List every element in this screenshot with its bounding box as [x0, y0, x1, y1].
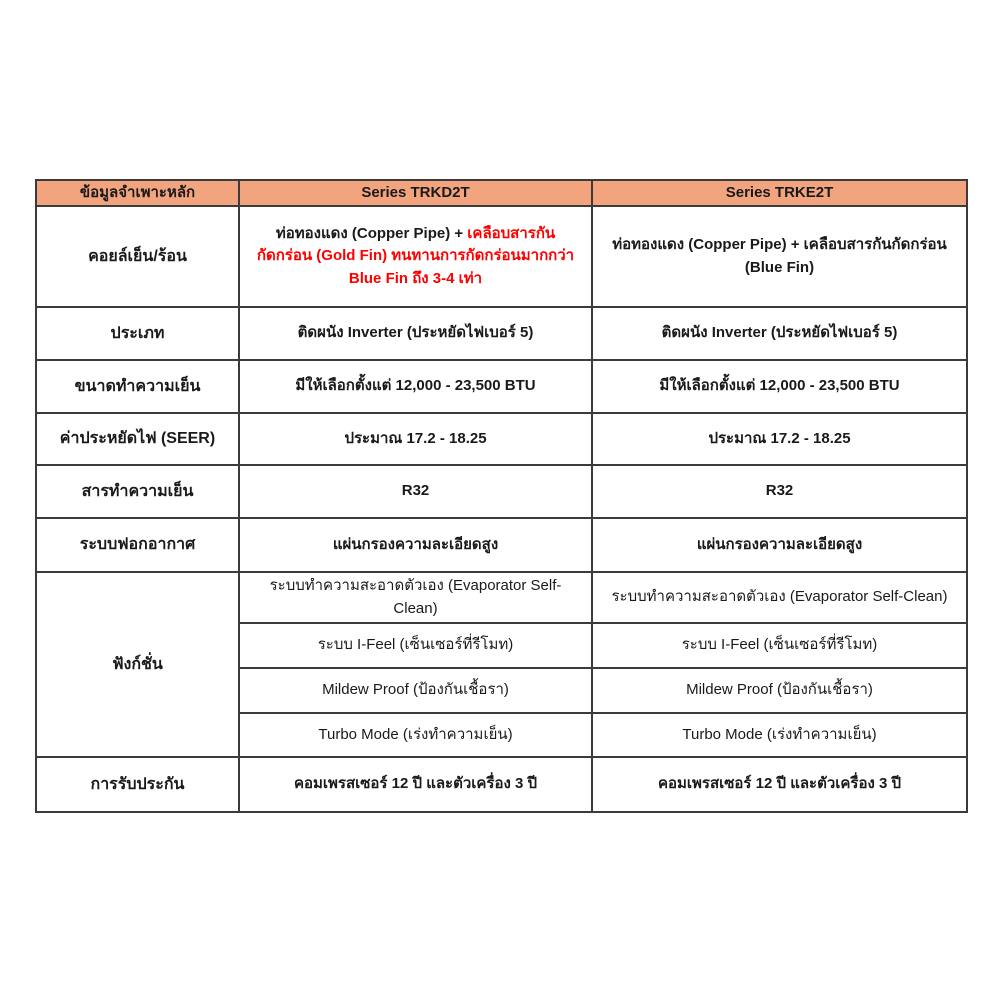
trke2t-function-mildew-proof-value: Mildew Proof (ป้องกันเชื้อรา)	[592, 668, 967, 713]
trkd2t-air-purification-value: แผ่นกรองความละเอียดสูง	[239, 518, 592, 572]
trkd2t-function-i-feel-value: ระบบ I-Feel (เซ็นเซอร์ที่รีโมท)	[239, 623, 592, 668]
cooling-coil-plain-text: ท่อทองแดง (Copper Pipe) +	[275, 224, 468, 242]
row-label-cooling-capacity: ขนาดทำความเย็น	[36, 360, 239, 413]
trkd2t-seer-value: ประมาณ 17.2 - 18.25	[239, 413, 592, 465]
table-header-row	[36, 180, 967, 206]
table-row-refrigerant	[36, 465, 967, 518]
row-label-seer: ค่าประหยัดไฟ (SEER)	[36, 413, 239, 465]
trke2t-warranty-value: คอมเพรสเซอร์ 12 ปี และตัวเครื่อง 3 ปี	[592, 757, 967, 812]
trke2t-function-i-feel-value: ระบบ I-Feel (เซ็นเซอร์ที่รีโมท)	[592, 623, 967, 668]
table-row-warranty	[36, 757, 967, 812]
row-label-functions: ฟังก์ชั่น	[36, 572, 239, 757]
trke2t-type-value: ติดผนัง Inverter (ประหยัดไฟเบอร์ 5)	[592, 307, 967, 360]
row-label-air-purification: ระบบฟอกอากาศ	[36, 518, 239, 572]
cooling-coil-highlight-text: เคลือบสารกันกัดกร่อน (Gold Fin) ทนทานการกัดกร่อนมากกว่า Blue Fin ถึง 3-4 เท่า	[256, 224, 575, 287]
row-label-cooling-coil: คอยล์เย็น/ร้อน	[36, 206, 239, 307]
trkd2t-function-self-clean-value: ระบบทำความสะอาดตัวเอง (Evaporator Self-Clean)	[239, 572, 592, 623]
trke2t-refrigerant-value: R32	[592, 465, 967, 518]
table-row-air-purification	[36, 518, 967, 572]
trke2t-function-self-clean-value: ระบบทำความสะอาดตัวเอง (Evaporator Self-Clean)	[592, 572, 967, 623]
table-row-function-self-clean	[36, 572, 967, 623]
table-row-seer	[36, 413, 967, 465]
row-label-warranty: การรับประกัน	[36, 757, 239, 812]
trkd2t-cooling-coil-value	[239, 206, 592, 307]
header-series-trke2t: Series TRKE2T	[592, 180, 967, 206]
trke2t-air-purification-value: แผ่นกรองความละเอียดสูง	[592, 518, 967, 572]
trke2t-function-turbo-mode-value: Turbo Mode (เร่งทำความเย็น)	[592, 713, 967, 757]
trkd2t-type-value: ติดผนัง Inverter (ประหยัดไฟเบอร์ 5)	[239, 307, 592, 360]
trkd2t-function-turbo-mode-value: Turbo Mode (เร่งทำความเย็น)	[239, 713, 592, 757]
header-series-trkd2t: Series TRKD2T	[239, 180, 592, 206]
row-label-type: ประเภท	[36, 307, 239, 360]
table-row-cooling-capacity	[36, 360, 967, 413]
table-row-cooling-coil	[36, 206, 967, 307]
trkd2t-refrigerant-value: R32	[239, 465, 592, 518]
row-label-refrigerant: สารทำความเย็น	[36, 465, 239, 518]
trke2t-cooling-capacity-value: มีให้เลือกตั้งแต่ 12,000 - 23,500 BTU	[592, 360, 967, 413]
trke2t-cooling-coil-value: ท่อทองแดง (Copper Pipe) + เคลือบสารกันกัดกร่อน (Blue Fin)	[592, 206, 967, 307]
header-spec-label: ข้อมูลจำเพาะหลัก	[36, 180, 239, 206]
table-row-type	[36, 307, 967, 360]
spec-comparison-table	[35, 179, 968, 813]
trkd2t-warranty-value: คอมเพรสเซอร์ 12 ปี และตัวเครื่อง 3 ปี	[239, 757, 592, 812]
trkd2t-cooling-capacity-value: มีให้เลือกตั้งแต่ 12,000 - 23,500 BTU	[239, 360, 592, 413]
trkd2t-function-mildew-proof-value: Mildew Proof (ป้องกันเชื้อรา)	[239, 668, 592, 713]
trke2t-seer-value: ประมาณ 17.2 - 18.25	[592, 413, 967, 465]
